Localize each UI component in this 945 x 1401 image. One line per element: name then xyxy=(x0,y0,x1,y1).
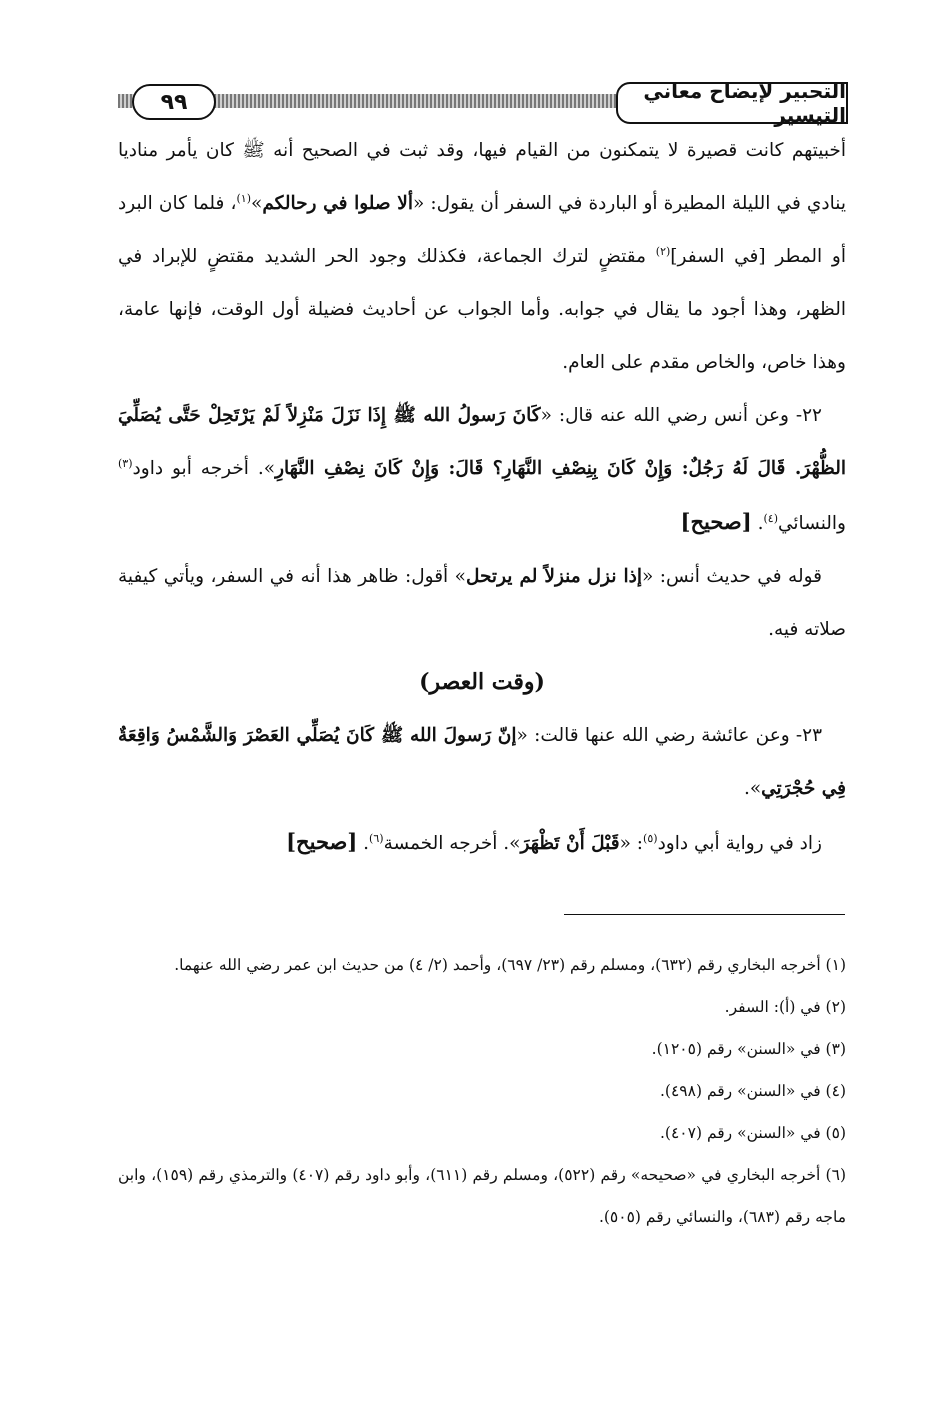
text-run: ». أخرجه الخمسة xyxy=(383,833,521,854)
quoted-hadith: إذا نزل منزلاً لم يرتحل xyxy=(465,566,643,587)
hadith-23 xyxy=(118,709,846,815)
footnote: (٤) في «السنن» رقم (٤٩٨). xyxy=(660,1082,846,1100)
text-run: والنسائي xyxy=(777,513,846,534)
hadith-text: كَانَ رَسولُ الله ﷺ إِذَا نَزَلَ مَنْزِلاً لَمْ يَرْتَحِلْ حَتَّى يُصَلِّيَ الظُّهْرَ. قَالَ لَهُ رَجُلٌ: وَإِنْ كَانَ بِنِصْفِ النَّهَارِ؟ قَالَ: وَإِنْ كَانَ نِصْفِ النَّهَارِ xyxy=(118,405,846,479)
text-run: أخبيتهم كانت قصيرة لا يتمكنون من القيام فيها، وقد ثبت في الصحيح أنه ﷺ كان يأمر مناديا ينادي في الليلة المطيرة أو الباردة في السفر أن يقول: « xyxy=(118,140,847,214)
running-header xyxy=(118,79,848,127)
main-text xyxy=(118,124,846,870)
footnote: (٢) في (أ): السفر. xyxy=(724,998,846,1016)
grade-label: [صحيح] xyxy=(286,829,358,854)
hadith-text: إنّ رَسولَ الله ﷺ كَانَ يُصَلِّي العَصْرَ وَالشَّمْسُ وَاقِعَةٌ فِي حُجْرَتِي xyxy=(118,725,846,799)
footnote-ref[interactable]: (٢) xyxy=(655,244,671,258)
text-run: ، فلما كان البرد أو المطر [في السفر] xyxy=(118,193,846,267)
footnote-separator xyxy=(564,914,845,915)
paragraph-commentary-2 xyxy=(118,550,846,656)
footnote-ref[interactable]: (٣) xyxy=(118,456,133,470)
text-run: زاد في رواية أبي داود xyxy=(657,833,822,854)
book-title-frame xyxy=(616,79,848,127)
hadith-text: قَبْلَ أَنْ تَظْهَرَ xyxy=(520,833,620,854)
grade-label: [صحيح] xyxy=(680,509,752,534)
text-run: ». أخرجه أبو داود xyxy=(132,458,276,479)
text-run: قوله في حديث أنس: « xyxy=(642,566,822,587)
text-run: . xyxy=(357,833,370,854)
addition-note xyxy=(118,815,846,870)
footnote-ref[interactable]: (٦) xyxy=(369,831,384,845)
page-number-frame xyxy=(132,84,216,120)
text-run: ٢٣- وعن عائشة رضي الله عنها قالت: « xyxy=(516,725,823,746)
quoted-hadith: ألا صلوا في رحالكم xyxy=(262,193,413,214)
text-run: » xyxy=(250,193,263,214)
footnote: (٥) في «السنن» رقم (٤٠٧). xyxy=(660,1124,846,1142)
paragraph-commentary xyxy=(118,124,846,389)
footnote: (٣) في «السنن» رقم (١٢٠٥). xyxy=(651,1040,846,1058)
text-run: مقتضٍ لترك الجماعة، فكذلك وجود الحر الشديد مقتضٍ للإبراد في الظهر، وهذا أجود ما يقال في جوابه. وأما الجواب عن أحاديث فضيلة أول الوقت، فإنها عامة، وهذا خاص، والخاص مقدم على العام. xyxy=(118,246,846,373)
text-run: ». xyxy=(743,778,762,799)
text-run: ٢٢- وعن أنس رضي الله عنه قال: « xyxy=(540,405,822,426)
footnotes xyxy=(118,944,846,1238)
footnote-ref[interactable]: (٤) xyxy=(763,511,778,525)
footnote-ref[interactable]: (١) xyxy=(236,191,251,205)
text-run: » أقول: ظاهر هذا أنه في السفر، ويأتي كيفية صلاته فيه. xyxy=(118,566,846,640)
text-run: . xyxy=(751,513,764,534)
footnote: (٦) أخرجه البخاري في «صحيحه» رقم (٥٢٢)، ومسلم رقم (٦١١)، وأبو داود رقم (٤٠٧) والترمذي رقم (١٥٩)، وابن ماجه رقم (٦٨٣)، والنسائي رقم (٥٠٥). xyxy=(118,1166,846,1226)
footnote: (١) أخرجه البخاري رقم (٦٣٢)، ومسلم رقم (٢٣/ ٦٩٧)، وأحمد (٢/ ٤) من حديث ابن عمر رضي الله عنهما. xyxy=(174,956,846,974)
section-heading: (وقت العصر) xyxy=(419,669,545,695)
footnote-ref[interactable]: (٥) xyxy=(643,831,658,845)
page-number: ٩٩ xyxy=(160,89,188,115)
text-run: : « xyxy=(619,833,644,854)
hadith-22 xyxy=(118,389,846,550)
book-title: التحبير لإيضاح معاني التيسير xyxy=(643,79,846,127)
